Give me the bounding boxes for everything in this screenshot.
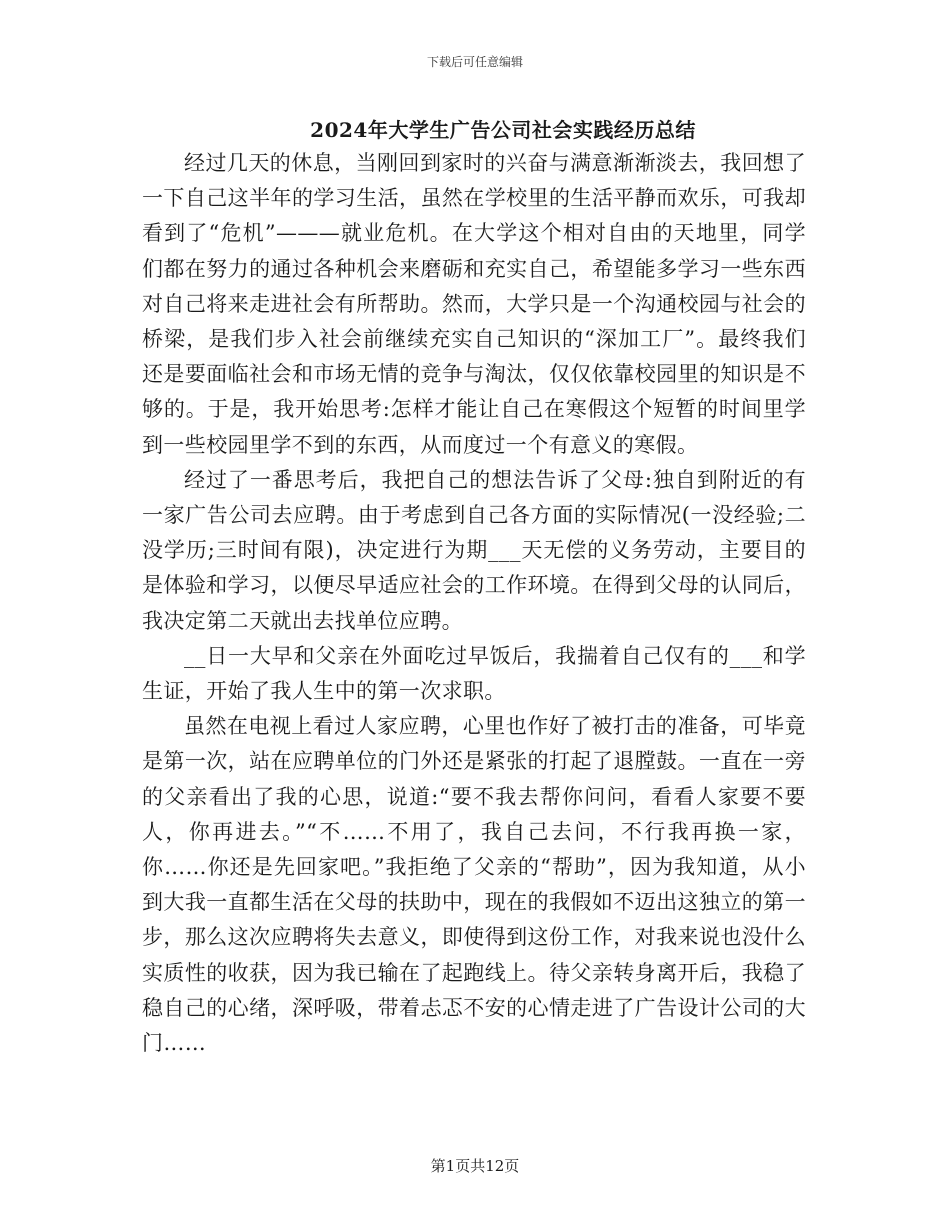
body-paragraph-1: 经过几天的休息，当刚回到家时的兴奋与满意渐渐淡去，我回想了一下自己这半年的学习生活，虽然在学校里的生活平静而欢乐，可我却看到了“危机”———就业危机。在大学这个相对自由的天地里，同学们都在努力的通过各种机会来磨砺和充实自己，希望能多学习一些东西对自己将来走进社会有所帮助。然而，大学只是一个沟通校园与社会的桥梁，是我们步入社会前继续充实自己知识的“深加工厂”。最终我们还是要面临社会和市场无情的竞争与淘汰，仅仅依靠校园里的知识是不够的。于是，我开始思考:怎样才能让自己在寒假这个短暂的时间里学到一些校园里学不到的东西，从而度过一个有意义的寒假。	[142, 151, 806, 457]
body-paragraph-2: 经过了一番思考后，我把自己的想法告诉了父母:独自到附近的有一家广告公司去应聘。由于考虑到自己各方面的实际情况(一没经验;二没学历;三时间有限)，决定进行为期___天无偿的义务劳动，主要目的是体验和学习，以便尽早适应社会的工作环境。在得到父母的认同后，我决定第二天就出去找单位应聘。	[142, 467, 806, 633]
page-number: 第1页共12页	[430, 1157, 520, 1175]
page-header-note: 下载后可任意编辑	[426, 55, 523, 69]
body-paragraph-3: __日一大早和父亲在外面吃过早饭后，我揣着自己仅有的___和学生证，开始了我人生中的第一次求职。	[142, 643, 806, 704]
body-paragraph-4: 虽然在电视上看过人家应聘，心里也作好了被打击的准备，可毕竟是第一次，站在应聘单位的门外还是紧张的打起了退膛鼓。一直在一旁的父亲看出了我的心思，说道:“要不我去帮你问问，看看人家要不要人，你再进去。”“不……不用了，我自己去问，不行我再换一家，你……你还是先回家吧。”我拒绝了父亲的“帮助”，因为我知道，从小到大我一直都生活在父母的扶助中，现在的我假如不迈出这独立的第一步，那么这次应聘将失去意义，即使得到这份工作，对我来说也没什么实质性的收获，因为我已输在了起跑线上。待父亲转身离开后，我稳了稳自己的心绪，深呼吸，带着忐忑不安的心情走进了广告设计公司的大门……	[142, 714, 806, 1056]
document-body	[142, 146, 806, 1061]
document-title: 2024年大学生广告公司社会实践经历总结	[310, 118, 696, 142]
